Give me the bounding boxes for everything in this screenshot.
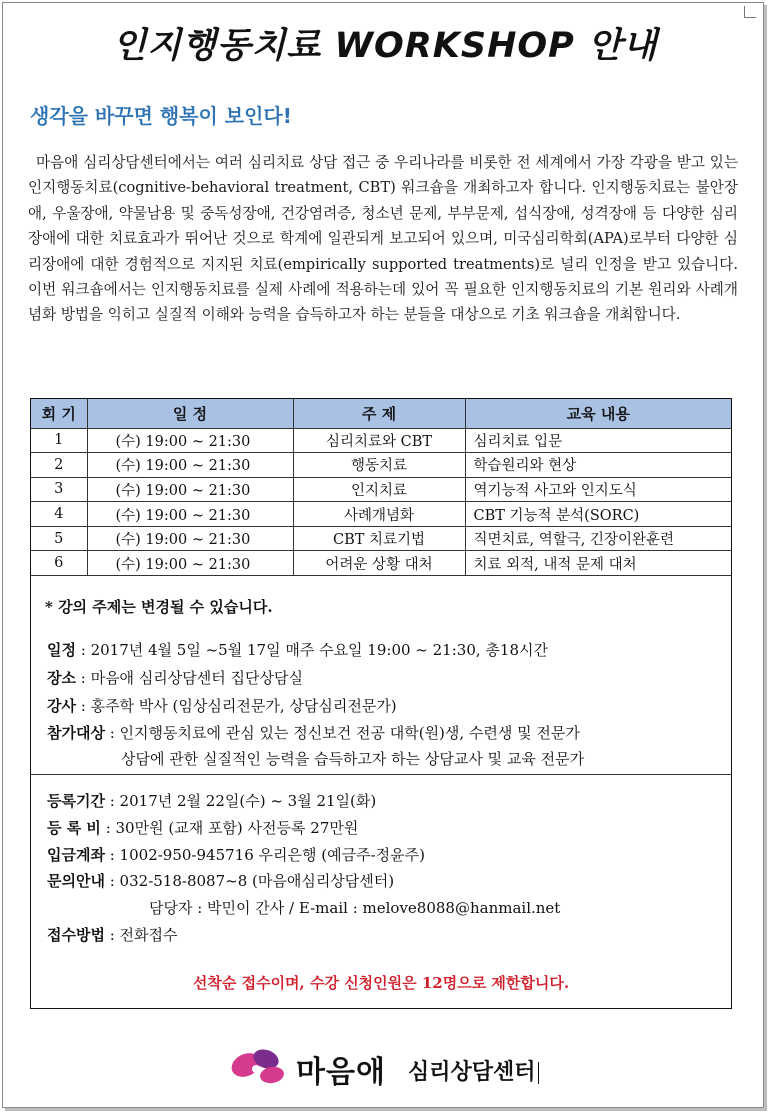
reg-period-value: : 2017년 2월 22일(수) ~ 3월 21일(화): [104, 792, 377, 810]
session-topic: 인지치료: [293, 477, 465, 502]
period-line: [47, 639, 548, 660]
header-session: 회 기: [31, 399, 87, 428]
lecturer-label: 강사: [47, 697, 76, 715]
session-number: 3: [31, 477, 87, 502]
session-date: (수) 19:00 ~ 21:30: [87, 477, 293, 502]
section-divider: [31, 774, 731, 775]
session-number: 6: [31, 551, 87, 576]
header-date: 일 정: [87, 399, 293, 428]
target-label: 참가대상: [47, 724, 105, 742]
place-value: : 마음애 심리상담센터 집단상담실: [75, 669, 303, 687]
session-topic: 행동치료: [293, 453, 465, 478]
session-content: CBT 기능적 분석(SORC): [465, 502, 731, 527]
account-line: [47, 844, 425, 865]
session-content: 역기능적 사고와 인지도식: [465, 477, 731, 502]
contact-person-line: 담당자 : 박민이 간사 / E-mail : melove8088@hanmail.net: [149, 899, 561, 917]
target-line-continued: 상담에 관한 실질적인 능력을 습득하고자 하는 상담교사 및 교육 전문가: [121, 750, 585, 768]
logo-leaf-icon: [226, 1043, 296, 1087]
session-content: 학습원리와 현상: [465, 453, 731, 478]
session-number: 5: [31, 526, 87, 551]
session-content: 치료 외적, 내적 문제 대처: [465, 551, 731, 576]
session-topic: 심리치료와 CBT: [293, 428, 465, 453]
schedule-table: [31, 399, 731, 576]
reg-period-label: 등록기간: [47, 792, 105, 810]
place-line: [47, 667, 303, 688]
topic-change-note: * 강의 주제는 변경될 수 있습니다.: [45, 598, 273, 616]
table-row: [31, 526, 731, 551]
table-row: [31, 428, 731, 453]
header-content: 교육 내용: [465, 399, 731, 428]
schedule-header-row: [31, 399, 731, 428]
table-row: [31, 477, 731, 502]
session-topic: 어려운 상황 대처: [293, 551, 465, 576]
method-line: [47, 924, 178, 945]
account-value: : 1002-950-945716 우리은행 (예금주-정윤주): [104, 846, 425, 864]
fee-value: : 30만원 (교재 포함) 사전등록 27만원: [100, 819, 359, 837]
page-corner-mark: [744, 6, 756, 18]
contact-label: 문의안내: [47, 872, 105, 890]
session-date: (수) 19:00 ~ 21:30: [87, 551, 293, 576]
session-date: (수) 19:00 ~ 21:30: [87, 502, 293, 527]
session-content: 직면치료, 역할극, 긴장이완훈련: [465, 526, 731, 551]
logo-center-name: 심리상담센터: [408, 1060, 536, 1085]
session-number: 4: [31, 502, 87, 527]
session-number: 2: [31, 453, 87, 478]
intro-paragraph: 마음애 심리상담센터에서는 여러 심리치료 상담 접근 중 우리나라를 비롯한 전 세계에서 가장 각광을 받고 있는 인지행동치료(cognitive-behavioral treatment, CBT) 워크숍을 개최하고자 합니다. 인지행동치료는 불안장애, 우울장애, 약물남용 및 중독성장애, 건강염려증, 청소년 문제, 부부문제, 섭식장애, 성격장애 등 다양한 심리장애에 대한 치료효과가 뛰어난 것으로 학계에 일관되게 보고되어 있으며, 미국심리학회(APA)로부터 다양한 심리장애에 대한 경험적으로 지지된 치료(empirically supported treatments)로 널리 인정을 받고 있습니다. 이번 워크숍에서는 인지행동치료를 실제 사례에 적용하는데 있어 꼭 필요한 인지행동치료의 기본 원리와 사례개념화 방법을 익히고 실질적 이해와 능력을 습득하고자 하는 분들을 대상으로 기초 워크숍을 개최합니다.: [28, 154, 738, 324]
table-row: [31, 502, 731, 527]
contact-value: : 032-518-8087~8 (마음애심리상담센터): [104, 872, 395, 890]
fee-label: 등 록 비: [47, 819, 101, 837]
text-cursor: [538, 1062, 539, 1084]
table-row: [31, 453, 731, 478]
document-title: 인지행동치료 WORKSHOP 안내: [112, 26, 658, 66]
header-topic: 주 제: [293, 399, 465, 428]
table-row: [31, 551, 731, 576]
logo-word: 마음애: [296, 1055, 386, 1090]
workshop-info-box: [30, 398, 732, 1009]
center-logo: [226, 1043, 546, 1090]
slogan: 생각을 바꾸면 행복이 보인다!: [30, 104, 292, 128]
contact-line: [47, 870, 394, 891]
fee-line: [47, 817, 358, 838]
session-date: (수) 19:00 ~ 21:30: [87, 526, 293, 551]
account-label: 입금계좌: [47, 846, 105, 864]
session-content: 심리치료 입문: [465, 428, 731, 453]
period-value: : 2017년 4월 5일 ~5월 17일 매주 수요일 19:00 ~ 21:30, 총18시간: [75, 641, 548, 659]
method-value: : 전화접수: [104, 926, 178, 944]
session-date: (수) 19:00 ~ 21:30: [87, 453, 293, 478]
session-number: 1: [31, 428, 87, 453]
session-topic: 사례개념화: [293, 502, 465, 527]
lecturer-value: : 홍주학 박사 (임상심리전문가, 상담심리전문가): [75, 697, 397, 715]
method-label: 접수방법: [47, 926, 105, 944]
lecturer-line: [47, 695, 397, 716]
session-date: (수) 19:00 ~ 21:30: [87, 428, 293, 453]
reg-period-line: [47, 790, 376, 811]
place-label: 장소: [47, 669, 76, 687]
period-label: 일정: [47, 641, 76, 659]
target-value: : 인지행동치료에 관심 있는 정신보건 전공 대학(원)생, 수련생 및 전문가: [104, 724, 580, 742]
capacity-warning: 선착순 접수이며, 수강 신청인원은 12명으로 제한합니다.: [192, 974, 570, 992]
session-topic: CBT 치료기법: [293, 526, 465, 551]
target-line: [47, 722, 580, 743]
